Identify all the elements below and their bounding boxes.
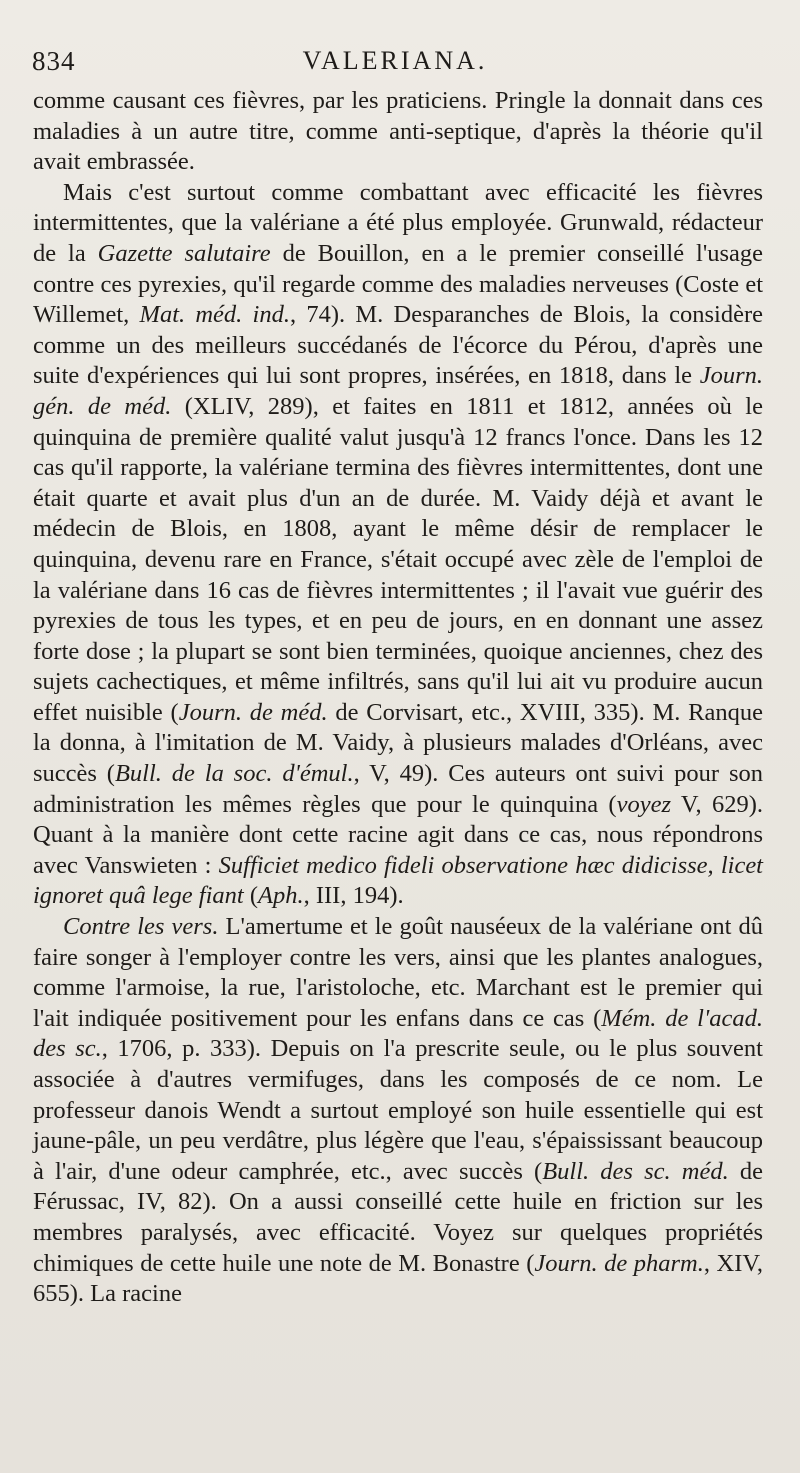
italic-citation: Journ. de méd. [178, 698, 328, 726]
body-text [33, 86, 763, 1310]
text-run: de Corvisart, etc., XVIII, 335). M. Ranque la donna, à l'imitation de M. Vaidy, à plusieurs malades d'Orléans, avec succès ( [33, 698, 763, 788]
page-number: 834 [32, 46, 76, 76]
text-run: de Bouillon, en a le premier conseillé l'usage contre ces pyrexies, qu'il regarde comme des maladies nerveuses (Coste et Willemet, [33, 239, 764, 329]
paragraph [33, 178, 763, 912]
italic-citation: Journ. de pharm. [534, 1249, 704, 1277]
italic-citation: Bull. de la soc. d'émul. [114, 760, 354, 788]
text-run: (XLIV, 289), et faites en 1811 et 1812, années où le quinquina de première qualité valut jusqu'à 12 francs l'once. Dans les 12 cas qu'il rapporte, la valériane termina des fièvres intermittentes, dont une était quarte et avait plus d'un an de durée. M. Vaidy déjà et avant le médecin de Blois, en 1808, ayant le même désir de remplacer le quinquina, devenu rare en France, s'était occupé avec zèle de l'emploi de la valériane dans 16 cas de fièvres intermittentes ; il l'avait vue guérir des pyrexies de tous les types, et en peu de jours, en en donnant une assez forte dose ; la plupart se sont bien terminées, quoique anciennes, chez des sujets cachectiques, et même infiltrés, sans qu'il lui ait vu produire aucun effet nuisible ( [33, 392, 763, 726]
text-run: Mais c'est surtout comme combattant avec efficacité les fièvres intermittentes, que la valériane a été plus employée. Grunwald, rédacteur de la [33, 178, 763, 267]
text-run: L'amertume et le goût nauséeux de la valériane ont dû faire songer à l'employer contre les vers, ainsi que les plantes analogues, comme l'armoise, la rue, l'aristoloche, etc. Marchant est le premier qui l'ait indiquée positivement pour les enfans dans ce cas ( [33, 913, 764, 1032]
text-run: , 1706, p. 333). Depuis on l'a prescrite seule, ou le plus souvent associée à d'autres vermifuges, dans les composés de ce nom. Le professeur danois Wendt a surtout employé son huile essentielle qui est jaune-pâle, un peu verdâtre, plus légère que l'eau, s'épaississant beaucoup à l'air, d'une odeur camphrée, etc., avec succès ( [33, 1035, 763, 1185]
text-run: , 74). M. Desparanches de Blois, la considère comme un des meilleurs succédanés de l'écorce du Pérou, d'après une suite d'expériences qui lui sont propres, insérées, en 1818, dans le [33, 301, 764, 390]
text-run: , XIV, 655). La racine [33, 1249, 764, 1308]
italic-citation: Gazette salutaire [97, 239, 271, 267]
italic-citation: Bull. des sc. méd. [542, 1157, 729, 1185]
italic-citation: Aph. [258, 882, 304, 910]
text-run: , III, 194). [303, 882, 404, 910]
text-run: , V, 49). Ces auteurs ont suivi pour son administration les mêmes règles que pour le quinquina ( [33, 760, 763, 818]
running-title: VALERIANA. [302, 46, 488, 75]
italic-citation: Contre les vers. [63, 913, 219, 941]
paragraph: comme causant ces fièvres, par les praticiens. Pringle la donnait dans ces maladies à un autre titre, comme anti-septique, d'après la théorie qu'il avait embrassée. [33, 87, 763, 176]
italic-citation: Sufficiet medico fideli observatione hæc didicisse, licet ignoret quâ lege fiant [33, 851, 763, 910]
page-header [30, 40, 760, 80]
text-run: V, 629). Quant à la manière dont cette racine agit dans ce cas, nous répondrons avec Vanswieten : [33, 790, 763, 879]
italic-citation: voyez [616, 790, 672, 818]
paragraph [33, 912, 763, 1310]
italic-citation: Mat. méd. ind. [139, 301, 290, 329]
text-run: de Férussac, IV, 82). On a aussi conseillé cette huile en friction sur les membres paralysés, avec efficacité. Voyez sur quelques propriétés chimiques de cette huile une note de M. Bonastre ( [33, 1157, 763, 1277]
italic-citation: Mém. de l'acad. des sc. [33, 1004, 763, 1063]
text-run: ( [243, 882, 259, 910]
italic-citation: Journ. gén. de méd. [33, 362, 763, 420]
